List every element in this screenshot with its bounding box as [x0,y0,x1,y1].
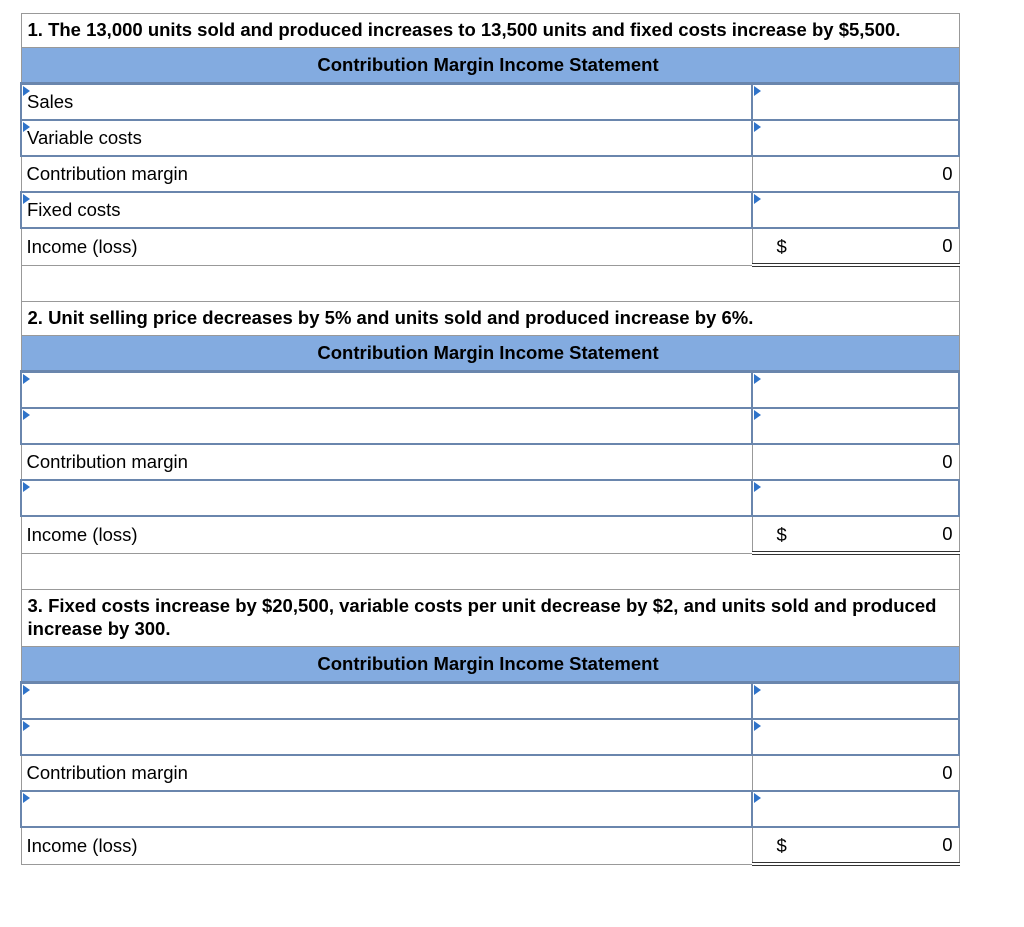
q1-statement-header: Contribution Margin Income Statement [21,48,959,84]
q2-row1-label-input[interactable] [21,372,752,409]
q3-statement-header: Contribution Margin Income Statement [21,647,959,683]
q1-currency-symbol: $ [776,236,787,257]
spacer-row [21,265,959,302]
q1-variable-costs-label[interactable]: Variable costs [21,120,752,156]
q2-row2-label-input[interactable] [21,408,752,444]
q3-row4-value-input[interactable] [752,791,959,827]
q1-variable-costs-input[interactable] [752,120,959,156]
q2-contribution-margin-label: Contribution margin [21,444,752,480]
q1-income-label: Income (loss) [21,228,752,265]
q2-row4-value-input[interactable] [752,480,959,516]
income-statement-table [20,13,960,866]
q1-contribution-margin-value: 0 [752,156,959,192]
q3-row2-value-input[interactable] [752,719,959,755]
q3-row1-label-input[interactable] [21,683,752,720]
q2-row4-label-input[interactable] [21,480,752,516]
q1-income-value [752,228,959,265]
q2-currency-symbol: $ [776,524,787,545]
q3-income-label: Income (loss) [21,827,752,864]
q2-income-amount: 0 [942,523,953,544]
q2-income-label: Income (loss) [21,516,752,553]
q3-contribution-margin-value: 0 [752,755,959,791]
q3-row1-value-input[interactable] [752,683,959,720]
q2-row2-value-input[interactable] [752,408,959,444]
spacer-row [21,553,959,590]
q1-contribution-margin-label: Contribution margin [21,156,752,192]
question-1-text: 1. The 13,000 units sold and produced increases to 13,500 units and fixed costs increase by $5,500. [21,14,959,48]
question-3-text: 3. Fixed costs increase by $20,500, variable costs per unit decrease by $2, and units sold and produced increase by 300. [21,590,959,647]
q3-row4-label-input[interactable] [21,791,752,827]
q1-fixed-costs-label[interactable]: Fixed costs [21,192,752,228]
q2-contribution-margin-value: 0 [752,444,959,480]
q3-income-amount: 0 [942,834,953,855]
q1-sales-label[interactable]: Sales [21,84,752,121]
q3-income-value [752,827,959,864]
q1-fixed-costs-input[interactable] [752,192,959,228]
q1-sales-input[interactable] [752,84,959,121]
question-2-text: 2. Unit selling price decreases by 5% and units sold and produced increase by 6%. [21,302,959,336]
q3-currency-symbol: $ [776,835,787,856]
q3-row2-label-input[interactable] [21,719,752,755]
worksheet [20,13,958,866]
q1-income-amount: 0 [942,235,953,256]
q2-row1-value-input[interactable] [752,372,959,409]
q3-contribution-margin-label: Contribution margin [21,755,752,791]
q2-statement-header: Contribution Margin Income Statement [21,336,959,372]
q2-income-value [752,516,959,553]
